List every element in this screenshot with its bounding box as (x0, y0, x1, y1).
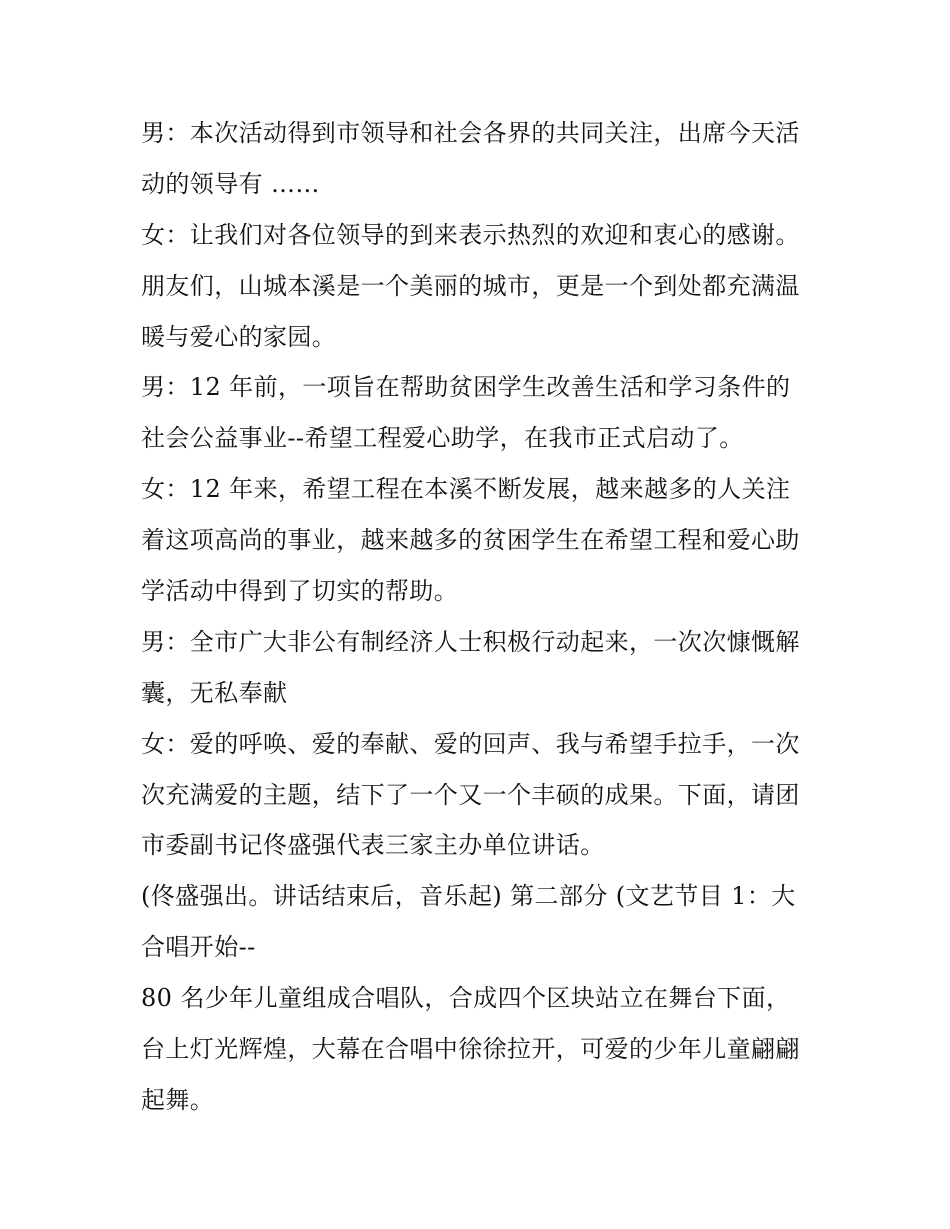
text-line: 男：12 年前，一项旨在帮助贫困学生改善生活和学习条件的 (141, 373, 791, 402)
text-line: 学活动中得到了切实的帮助。 (141, 577, 459, 606)
text-line: 起舞。 (141, 1085, 215, 1114)
text-line: 合唱开始-- (141, 933, 256, 962)
text-line: 男：本次活动得到市领导和社会各界的共同关注，出席今天活 (141, 119, 800, 147)
text-line: 市委副书记佟盛强代表三家主办单位讲话。 (141, 831, 605, 860)
text-line: 女：让我们对各位领导的到来表示热烈的欢迎和衷心的感谢。 (141, 220, 800, 249)
text-line: 男：全市广大非公有制经济人士积极行动起来，一次次慷慨解 (141, 627, 800, 656)
text-line: (佟盛强出。讲话结束后，音乐起) 第二部分 (文艺节目 1：大 (141, 882, 796, 911)
text-line: 女：12 年来，希望工程在本溪不断发展，越来越多的人关注 (141, 475, 791, 504)
text-line: 着这项高尚的事业，越来越多的贫困学生在希望工程和爱心助 (141, 526, 800, 555)
document-body (141, 108, 821, 1126)
text-line: 80 名少年儿童组成合唱队，合成四个区块站立在舞台下面， (141, 984, 791, 1013)
text-line: 动的领导有 …… (141, 169, 320, 198)
text-line: 女：爱的呼唤、爱的奉献、爱的回声、我与希望手拉手，一次 (141, 729, 800, 758)
text-line: 暖与爱心的家园。 (141, 322, 337, 351)
text-line: 台上灯光辉煌，大幕在合唱中徐徐拉开，可爱的少年儿童翩翩 (141, 1035, 800, 1064)
text-line: 次充满爱的主题，结下了一个又一个丰硕的成果。下面，请团 (141, 780, 800, 809)
text-line: 囊，无私奉献 (141, 678, 288, 707)
text-line: 社会公益事业--希望工程爱心助学，在我市正式启动了。 (141, 424, 744, 453)
text-line: 朋友们，山城本溪是一个美丽的城市，更是一个到处都充满温 (141, 271, 800, 300)
